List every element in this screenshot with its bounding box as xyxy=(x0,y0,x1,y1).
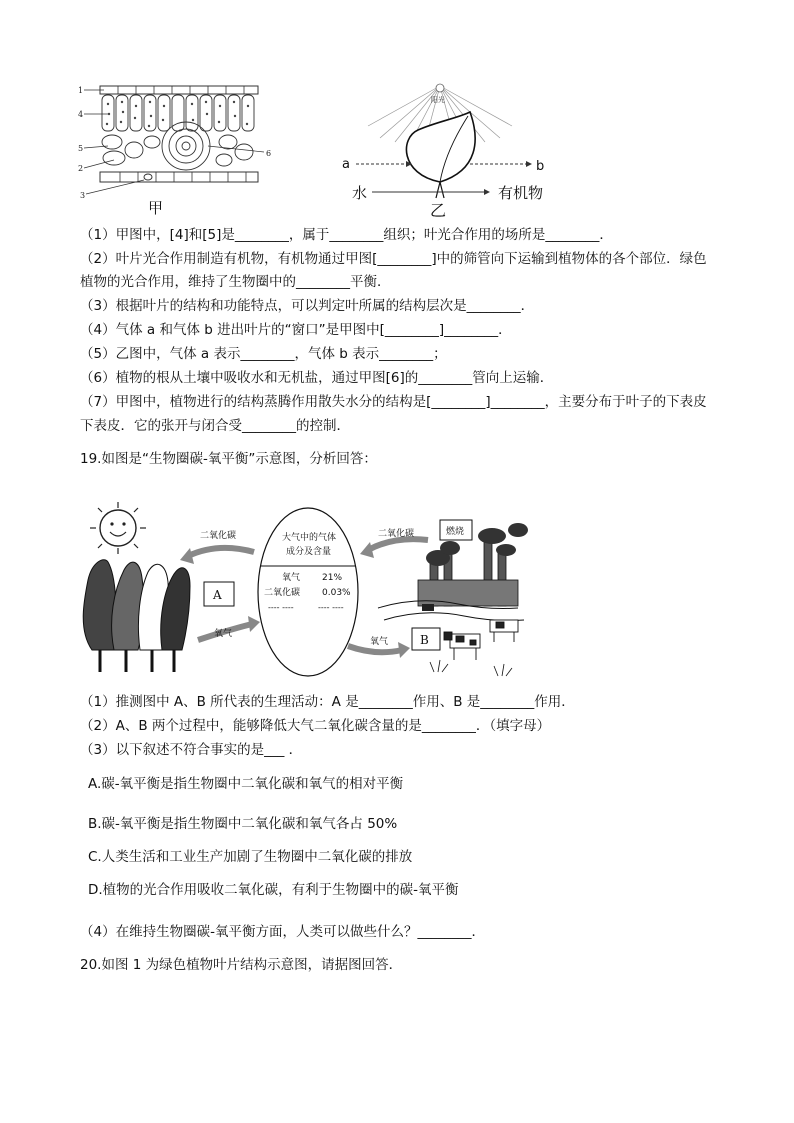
q19-option-a: A.碳-氧平衡是指生物圈中二氧化碳和氧气的相对平衡 xyxy=(88,776,404,792)
q20-title: 20.如图 1 为绿色植物叶片结构示意图，请据图回答． xyxy=(80,957,403,973)
organic-label: 有机物 xyxy=(498,184,544,202)
q19-line-2: （2）A、B 两个过程中，能够降低大气二氧化碳含量的是________．（填字母） xyxy=(80,718,551,734)
q19-line-1: （1）推测图中 A、B 所代表的生理活动：A 是________作用、B 是________作用． xyxy=(80,694,575,710)
q18-line-4: （3）根据叶片的结构和功能特点，可以判定叶所属的结构层次是________． xyxy=(80,298,535,314)
photosynthesis-figure xyxy=(340,78,580,220)
leaf-marker-4: 4 xyxy=(78,110,84,119)
burn-label: 燃烧 xyxy=(446,527,465,537)
q18-line-3: 植物的光合作用，维持了生物圈中的________平衡． xyxy=(80,274,391,290)
q18-line-8: （7）甲图中，植物进行的结构蒸腾作用散失水分的结构是[________]________，主要分布于叶子的下表皮 xyxy=(80,394,707,410)
q18-line-1: （1）甲图中，[4]和[5]是________，属于________组织；叶光合作用的场所是________． xyxy=(80,227,613,243)
water-label: 水 xyxy=(352,184,368,202)
figure-label-yi: 乙 xyxy=(430,201,447,220)
arrow-label-co2-right: 二氧化碳 xyxy=(378,529,415,539)
process-box-a: A xyxy=(213,588,222,602)
carbon-oxygen-figure xyxy=(78,500,528,686)
gas-row-other-value: ---- ---- xyxy=(318,603,344,612)
gas-b-label: b xyxy=(536,159,545,174)
ellipse-title-1: 大气中的气体 xyxy=(282,533,337,543)
gas-a-label: a xyxy=(342,157,350,172)
arrow-label-co2-left: 二氧化碳 xyxy=(200,531,237,541)
q19-line-4: （4）在维持生物圈碳-氧平衡方面，人类可以做些什么？________． xyxy=(80,924,485,940)
q19-title: 19.如图是“生物圈碳-氧平衡”示意图，分析回答： xyxy=(80,451,377,467)
figure-label-jia: 甲 xyxy=(148,199,164,217)
leaf-marker-3: 3 xyxy=(80,191,86,200)
q19-option-d: D.植物的光合作用吸收二氧化碳，有利于生物圈中的碳-氧平衡 xyxy=(88,882,459,898)
gas-row-other-name: ---- ---- xyxy=(268,603,294,612)
q18-line-5: （4）气体 a 和气体 b 进出叶片的“窗口”是甲图中[________]________． xyxy=(80,322,512,338)
leaf-marker-2: 2 xyxy=(78,164,84,173)
gas-row-co2-value: 0.03% xyxy=(322,588,351,598)
q18-line-2: （2）叶片光合作用制造有机物，有机物通过甲图[________]中的筛管向下运输到植物体的各个部位．绿色 xyxy=(80,251,707,267)
leaf-section-figure xyxy=(78,80,278,218)
q19-line-3: （3）以下叙述不符合事实的是___ ． xyxy=(80,742,303,758)
leaf-marker-1: 1 xyxy=(78,86,84,95)
q18-line-6: （5）乙图中，气体 a 表示________，气体 b 表示________； xyxy=(80,346,447,362)
ellipse-title-2: 成分及含量 xyxy=(286,547,332,557)
process-box-b: B xyxy=(420,633,429,647)
gas-row-co2-name: 二氧化碳 xyxy=(264,588,301,598)
sun-label: 阳光 xyxy=(431,96,445,104)
leaf-marker-6: 6 xyxy=(266,149,272,158)
q18-line-7: （6）植物的根从土壤中吸收水和无机盐，通过甲图[6]的________管向上运输． xyxy=(80,370,554,386)
q19-option-c: C.人类生活和工业生产加剧了生物圈中二氧化碳的排放 xyxy=(88,849,413,865)
gas-row-oxygen-name: 氧气 xyxy=(282,573,301,583)
q19-option-b: B.碳-氧平衡是指生物圈中二氧化碳和氧气各占 50% xyxy=(88,816,398,832)
q18-line-9: 下表皮．它的张开与闭合受________的控制． xyxy=(80,418,350,434)
arrow-label-o2-right: 氧气 xyxy=(370,637,389,647)
arrow-label-o2-left: 氧气 xyxy=(214,629,233,639)
leaf-marker-5: 5 xyxy=(78,144,84,153)
gas-row-oxygen-value: 21% xyxy=(322,573,343,583)
